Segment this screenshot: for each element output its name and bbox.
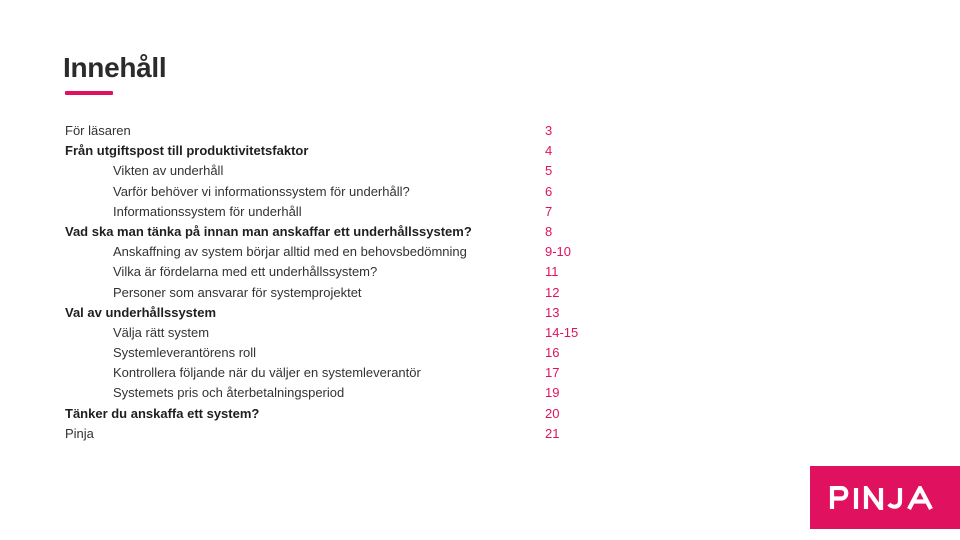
toc-row <box>65 283 625 303</box>
toc-page-number: 11 <box>545 264 559 280</box>
toc-page-number: 8 <box>545 223 553 239</box>
toc-page-number: 3 <box>545 123 553 138</box>
toc-row <box>65 121 625 141</box>
toc-entry-label: Kontrollera följande när du väljer en systemleverantör <box>113 365 421 381</box>
toc-entry-label: Anskaffning av system börjar alltid med en behovsbedömning <box>113 244 467 260</box>
toc-page-number: 12 <box>545 284 560 300</box>
toc-row <box>65 343 625 363</box>
table-of-contents <box>65 121 625 444</box>
toc-entry-label: Systemleverantörens roll <box>113 345 257 361</box>
toc-page-number: 5 <box>545 163 553 179</box>
toc-entry-label: Välja rätt system <box>113 324 210 340</box>
toc-row <box>65 303 625 323</box>
toc-entry-label: Systemets pris och återbetalningsperiod <box>113 385 345 401</box>
toc-page-number: 4 <box>545 143 553 159</box>
toc-row <box>65 404 625 424</box>
toc-entry-label: Tänker du anskaffa ett system? <box>65 405 260 421</box>
toc-entry-label: Val av underhållssystem <box>65 304 217 320</box>
toc-row <box>65 424 625 444</box>
toc-page-number: 14-15 <box>545 324 579 340</box>
toc-entry-label: Varför behöver vi informationssystem för underhåll? <box>113 183 410 199</box>
toc-row <box>65 242 625 262</box>
toc-entry-label: Vikten av underhåll <box>113 163 224 179</box>
toc-page-number: 6 <box>545 183 553 199</box>
toc-entry-label: Personer som ansvarar för systemprojektet <box>113 284 362 300</box>
toc-page-number: 13 <box>545 304 560 320</box>
toc-page-number: 7 <box>545 203 553 219</box>
toc-entry-label: Vilka är fördelarna med ett underhållssystem? <box>113 264 378 280</box>
toc-row <box>65 202 625 222</box>
toc-row <box>65 182 625 202</box>
toc-page-number: 9-10 <box>545 244 572 260</box>
toc-row <box>65 161 625 181</box>
toc-page-number: 20 <box>545 405 560 421</box>
pinja-logo <box>810 466 960 529</box>
toc-page-number: 19 <box>545 385 560 401</box>
toc-entry-label: Från utgiftspost till produktivitetsfaktor <box>65 143 309 159</box>
toc-row <box>65 262 625 282</box>
toc-row <box>65 323 625 343</box>
toc-entry-label: Pinja <box>65 425 94 441</box>
toc-row <box>65 141 625 161</box>
toc-entry-label: Informationssystem för underhåll <box>113 203 302 219</box>
toc-row <box>65 363 625 383</box>
page-title: Innehåll <box>63 52 167 83</box>
toc-page-number: 17 <box>545 365 560 381</box>
toc-entry-label: För läsaren <box>65 123 131 138</box>
title-underline <box>65 91 113 95</box>
pinja-wordmark <box>829 486 941 510</box>
toc-row <box>65 383 625 403</box>
toc-page-number: 21 <box>545 425 560 441</box>
toc-entry-label: Vad ska man tänka på innan man anskaffar ett underhållssystem? <box>65 223 472 239</box>
toc-row <box>65 222 625 242</box>
toc-page-number: 16 <box>545 345 560 361</box>
